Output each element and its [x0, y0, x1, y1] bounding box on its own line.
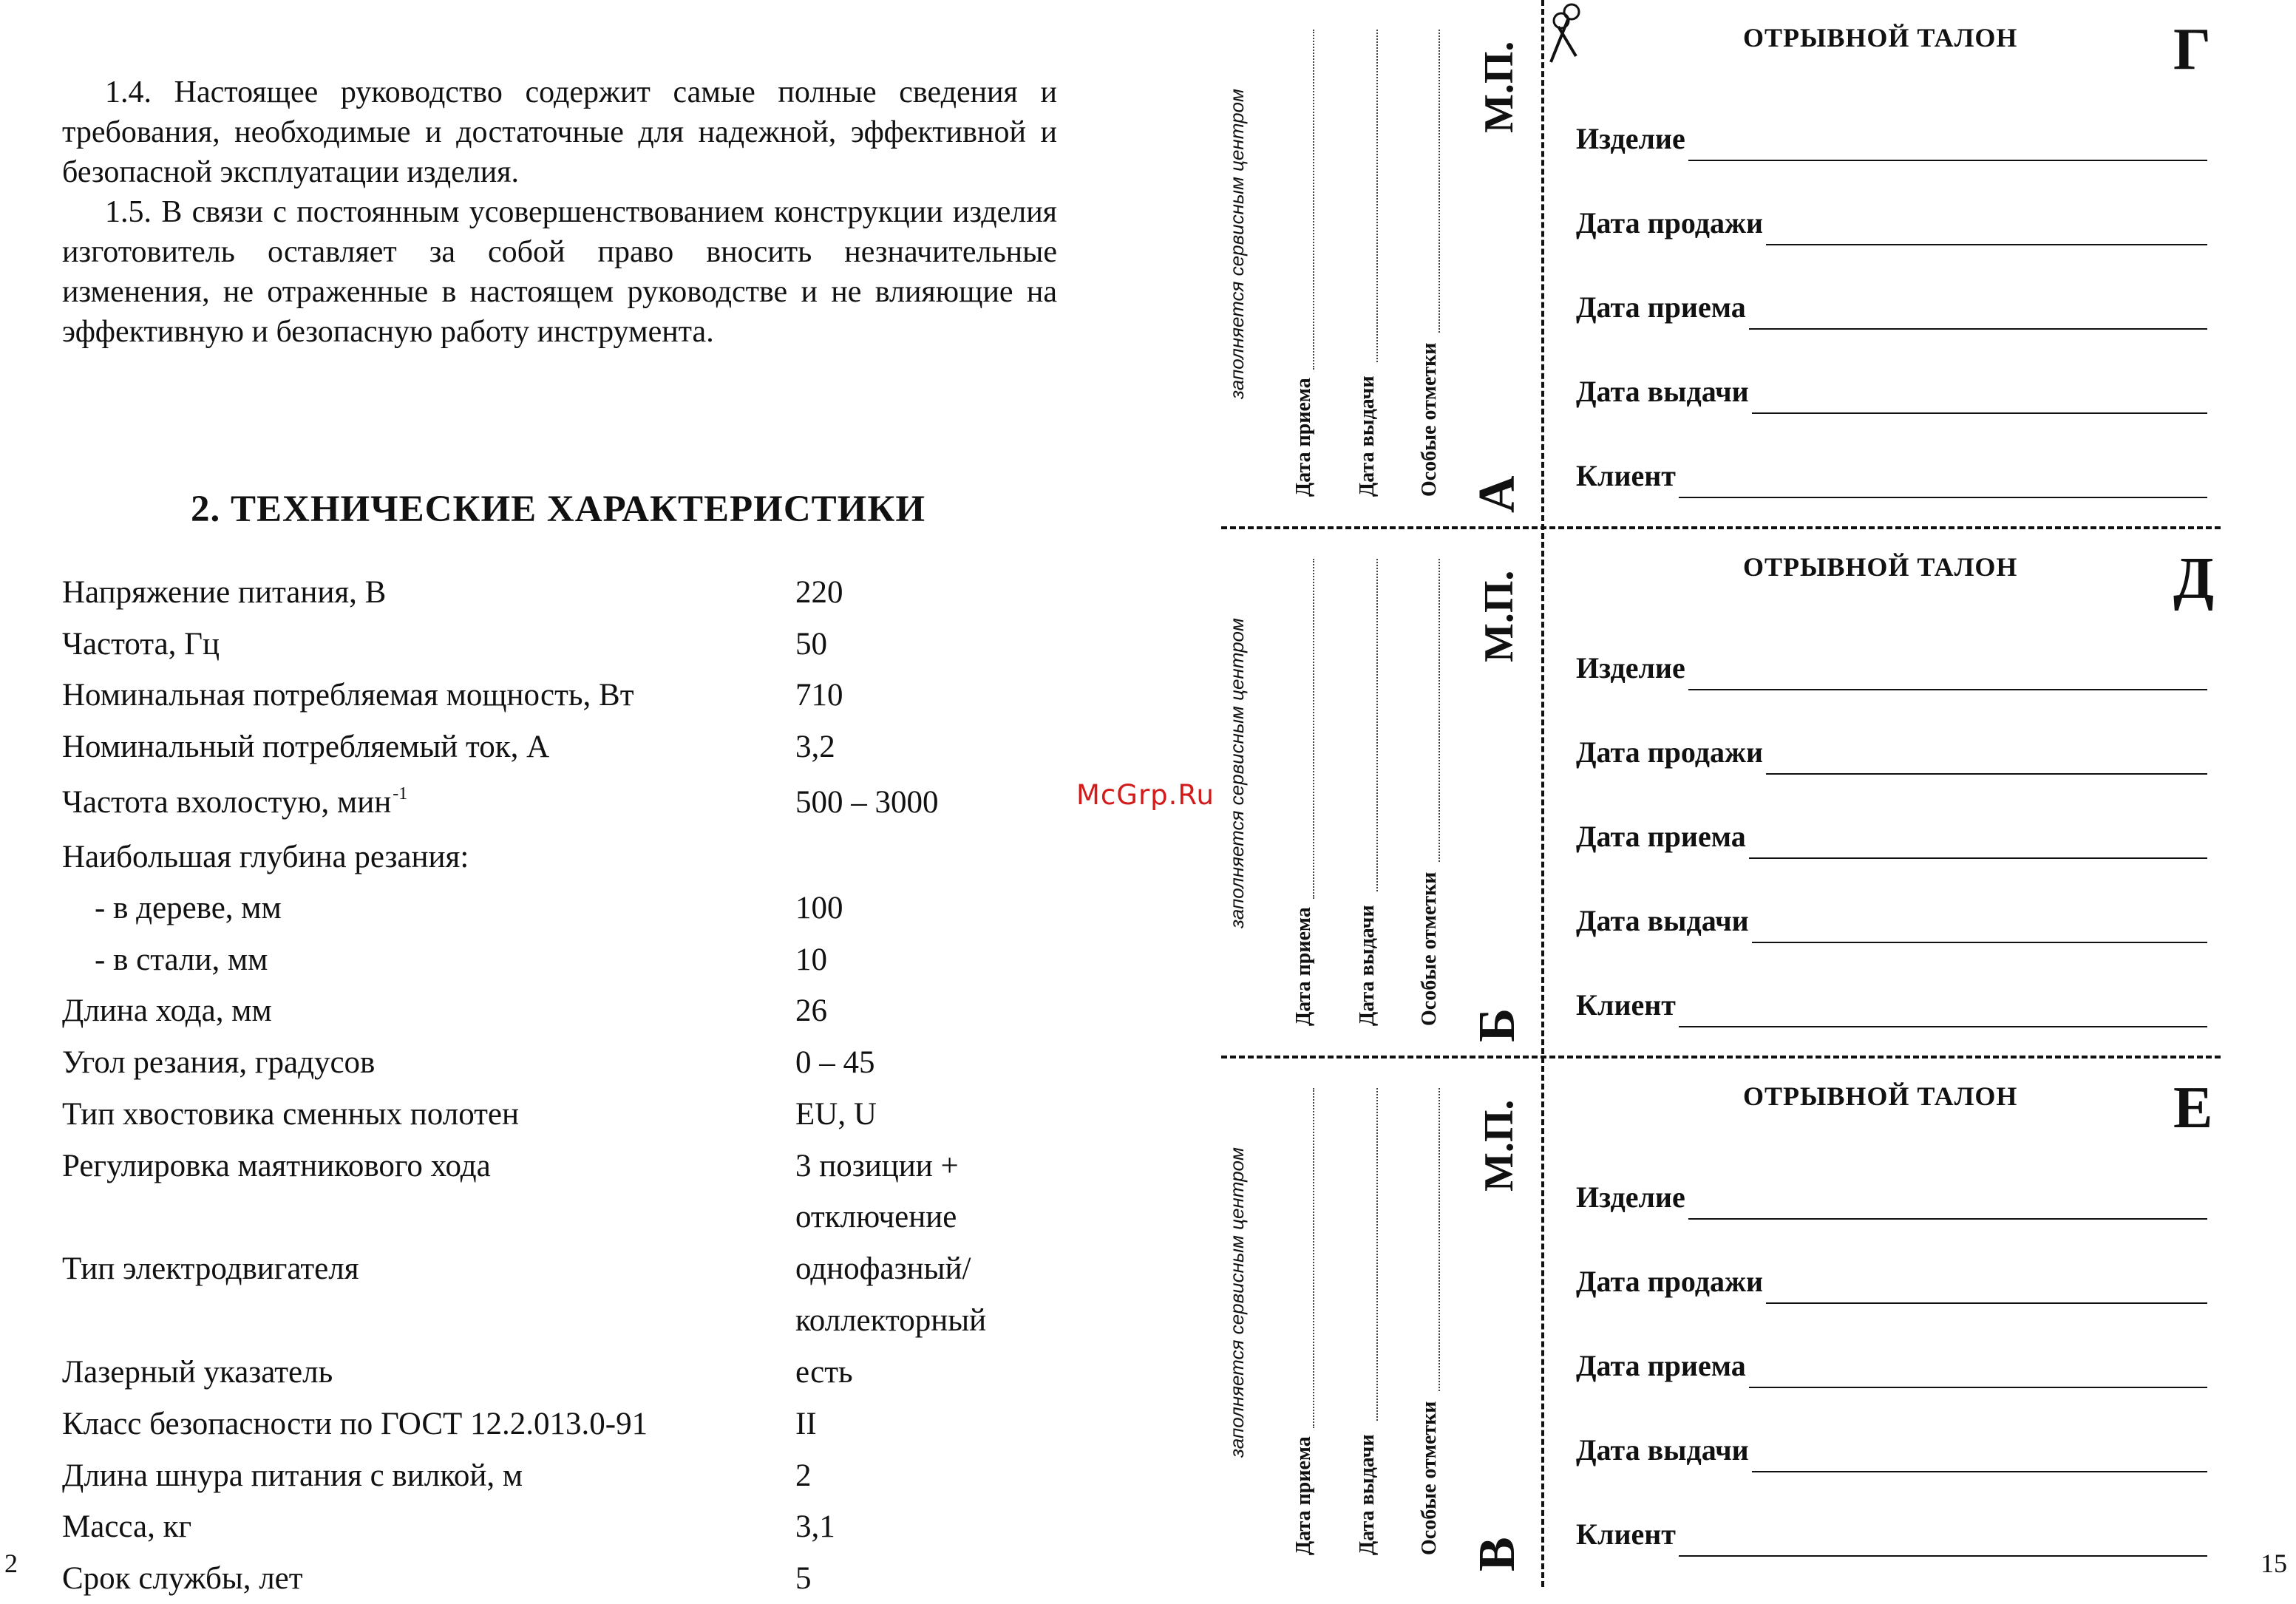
- stub-dotted-line: [1376, 1088, 1378, 1421]
- spec-label: Длина хода, мм: [62, 993, 272, 1028]
- spec-row: [62, 935, 1112, 985]
- spec-value: 710: [795, 678, 843, 713]
- spec-row: [62, 1348, 1112, 1398]
- spec-value: однофазный/: [795, 1251, 971, 1286]
- stub-date-in-label: Дата приема: [1292, 907, 1315, 1026]
- spec-value: 3,2: [795, 730, 835, 764]
- spec-row: [62, 1451, 1112, 1501]
- spec-value: 10: [795, 942, 827, 977]
- spec-row: [62, 1192, 1112, 1243]
- spec-label: Частота, Гц: [62, 627, 220, 662]
- spec-row: [62, 883, 1112, 934]
- tear-off-coupon: [1545, 1058, 2296, 1588]
- paragraph-1-4: 1.4. Настоящее руководство содержит самые полные сведения и требования, необходимые и достаточные для надежной, эффективной и безопасной эксплуатации изделия.: [62, 75, 1057, 189]
- spec-label: Длина шнура питания с вилкой, м: [62, 1458, 523, 1493]
- spec-value: отключение: [795, 1200, 957, 1234]
- coupon-field: [1576, 1348, 2207, 1393]
- coupon-field-underline: [1688, 1218, 2207, 1220]
- spec-value: EU, U: [795, 1097, 877, 1132]
- spec-row: [62, 619, 1112, 670]
- coupon-field-underline: [1679, 1026, 2207, 1027]
- coupon-field: [1576, 819, 2207, 863]
- coupon-field-label: Дата продажи: [1576, 735, 1764, 769]
- spec-row: [62, 778, 1112, 828]
- spec-label: Номинальная потребляемая мощность, Вт: [62, 678, 634, 713]
- tear-off-coupon: [1545, 0, 2296, 529]
- stub-letter: Б: [1469, 1007, 1526, 1042]
- stub-dotted-line: [1439, 1088, 1440, 1391]
- coupon-field-label: Дата выдачи: [1576, 904, 1749, 937]
- spec-label: Тип хвостовика сменных полотен: [62, 1097, 520, 1132]
- coupon-field-underline: [1679, 497, 2207, 498]
- coupon-field: [1576, 458, 2207, 503]
- tear-off-coupon: [1545, 529, 2296, 1058]
- spec-value: коллекторный: [795, 1303, 987, 1338]
- spec-row: [62, 986, 1112, 1036]
- coupon-letter: Е: [2173, 1075, 2213, 1141]
- paragraph-1-5: 1.5. В связи с постоянным усовершенствованием конструкции изделия изготовитель оставляет за собой право вносить незначительные изменения, не отраженные в настоящем руководстве и не влияющие на эффективную и безопасную работу инструмента.: [62, 195, 1057, 349]
- coupon-field-underline: [1752, 412, 2207, 414]
- coupon-field: [1576, 735, 2207, 779]
- coupon-letter: Д: [2173, 546, 2215, 611]
- spec-label: Класс безопасности по ГОСТ 12.2.013.0-91: [62, 1407, 648, 1441]
- spec-row: [62, 568, 1112, 618]
- stub-date-out-label: Дата выдачи: [1356, 1434, 1379, 1555]
- coupon-field: [1576, 121, 2207, 166]
- coupon-field-label: Дата выдачи: [1576, 375, 1749, 408]
- spec-value: 5: [795, 1561, 812, 1596]
- spec-label: Регулировка маятникового хода: [62, 1149, 491, 1183]
- coupon-field-label: Дата выдачи: [1576, 1433, 1749, 1467]
- stub-dotted-line: [1313, 30, 1314, 370]
- coupon-field-label: Дата приема: [1576, 820, 1746, 853]
- stub-date-out-label: Дата выдачи: [1356, 375, 1379, 497]
- section-title: 2. ТЕХНИЧЕСКИЕ ХАРАКТЕРИСТИКИ: [190, 489, 925, 530]
- coupon-field-underline: [1766, 1302, 2207, 1304]
- coupon-field-label: Дата приема: [1576, 290, 1746, 324]
- coupon-field-underline: [1749, 857, 2207, 859]
- spec-label: Лазерный указатель: [62, 1355, 333, 1390]
- coupon-field-underline: [1752, 1471, 2207, 1472]
- service-center-note: заполняется сервисным центром: [1226, 89, 1248, 399]
- coupon-field: [1576, 988, 2207, 1032]
- stub-dotted-line: [1439, 559, 1440, 862]
- stub-letter: А: [1469, 475, 1526, 513]
- spec-unit-exponent: -1: [393, 784, 408, 803]
- coupon-field: [1576, 1433, 2207, 1477]
- stamp-place-label: М.П.: [1476, 570, 1522, 662]
- coupon-field: [1576, 903, 2207, 948]
- service-center-note: заполняется сервисным центром: [1226, 618, 1248, 928]
- spec-value: 0 – 45: [795, 1045, 875, 1080]
- coupon-field-label: Клиент: [1576, 988, 1676, 1022]
- intro-text: [62, 72, 1057, 352]
- coupon-field-label: Изделие: [1576, 651, 1685, 684]
- coupon-field: [1576, 1517, 2207, 1561]
- spec-row: [62, 832, 1112, 883]
- spec-value: II: [795, 1407, 817, 1441]
- stub-date-out-label: Дата выдачи: [1356, 905, 1379, 1026]
- spec-row: [62, 670, 1112, 721]
- coupon-title: ОТРЫВНОЙ ТАЛОН: [1743, 23, 2018, 52]
- cut-line-vertical: [1541, 0, 1544, 1587]
- spec-value: 26: [795, 993, 827, 1028]
- coupon-title: ОТРЫВНОЙ ТАЛОН: [1743, 1081, 2018, 1111]
- spec-label: Масса, кг: [62, 1509, 192, 1544]
- coupon-field-label: Дата продажи: [1576, 206, 1764, 239]
- spec-row: [62, 1502, 1112, 1552]
- stub-dotted-line: [1313, 559, 1314, 899]
- spec-value: 50: [795, 627, 827, 662]
- spec-row: [62, 1038, 1112, 1088]
- stub-dotted-line: [1376, 30, 1378, 362]
- coupon-field-label: Изделие: [1576, 122, 1685, 155]
- coupon-stub: [1212, 1058, 1538, 1588]
- spec-value: 3,1: [795, 1509, 835, 1544]
- spec-label: - в стали, мм: [95, 942, 268, 977]
- coupon-stub: [1212, 0, 1538, 529]
- coupon-field-label: Дата продажи: [1576, 1265, 1764, 1298]
- stub-dotted-line: [1313, 1088, 1314, 1428]
- coupon-field: [1576, 205, 2207, 250]
- coupon-stub: [1212, 529, 1538, 1058]
- spec-value: 220: [795, 575, 843, 610]
- spec-row: [62, 1296, 1112, 1346]
- spec-label: Тип электродвигателя: [62, 1251, 359, 1286]
- coupon-field-label: Клиент: [1576, 459, 1676, 492]
- coupon-field-underline: [1752, 942, 2207, 943]
- spec-label: - в дереве, мм: [95, 891, 282, 925]
- spec-value: 2: [795, 1458, 812, 1493]
- stamp-place-label: М.П.: [1476, 41, 1522, 133]
- coupon-field-underline: [1679, 1555, 2207, 1557]
- coupon-field: [1576, 650, 2207, 695]
- spec-value: есть: [795, 1355, 853, 1390]
- spec-value: 500 – 3000: [795, 785, 939, 820]
- watermark: McGrp.Ru: [1076, 779, 1215, 811]
- coupon-field-underline: [1766, 244, 2207, 245]
- coupon-field-underline: [1749, 1387, 2207, 1388]
- stub-notes-label: Особые отметки: [1418, 342, 1441, 497]
- spec-label: Наибольшая глубина резания:: [62, 840, 469, 874]
- coupon-field-label: Клиент: [1576, 1518, 1676, 1551]
- spec-value: 3 позиции +: [795, 1149, 959, 1183]
- spec-label: Напряжение питания, В: [62, 575, 387, 610]
- spec-row: [62, 1090, 1112, 1140]
- coupon-field: [1576, 1264, 2207, 1308]
- page-number-right: 15: [2261, 1549, 2287, 1578]
- spec-label-wrap: [62, 778, 407, 832]
- spec-row: [62, 1399, 1112, 1450]
- coupon-letter: Г: [2173, 17, 2211, 82]
- spec-label: Номинальный потребляемый ток, А: [62, 730, 550, 764]
- service-center-note: заполняется сервисным центром: [1226, 1147, 1248, 1458]
- stub-dotted-line: [1439, 30, 1440, 333]
- coupon-field-underline: [1766, 773, 2207, 775]
- stub-letter: В: [1469, 1537, 1526, 1571]
- stub-notes-label: Особые отметки: [1418, 1401, 1441, 1555]
- spec-label: Частота вхолостую, мин: [62, 785, 392, 820]
- stub-dotted-line: [1376, 559, 1378, 891]
- spec-row: [62, 722, 1112, 772]
- coupon-field: [1576, 374, 2207, 418]
- coupon-field: [1576, 1180, 2207, 1224]
- page-number-left: 2: [4, 1549, 18, 1578]
- coupon-field-label: Изделие: [1576, 1180, 1685, 1214]
- stub-notes-label: Особые отметки: [1418, 871, 1441, 1026]
- spec-value: 100: [795, 891, 843, 925]
- stamp-place-label: М.П.: [1476, 1099, 1522, 1192]
- coupon-field-underline: [1749, 328, 2207, 330]
- coupon-title: ОТРЫВНОЙ ТАЛОН: [1743, 552, 2018, 582]
- stub-date-in-label: Дата приема: [1292, 378, 1315, 497]
- spec-row: [62, 1141, 1112, 1192]
- coupon-field: [1576, 290, 2207, 334]
- spec-row: [62, 1554, 1112, 1604]
- coupon-field-underline: [1688, 160, 2207, 161]
- coupon-field-underline: [1688, 689, 2207, 690]
- coupon-field-label: Дата приема: [1576, 1349, 1746, 1382]
- stub-date-in-label: Дата приема: [1292, 1436, 1315, 1555]
- spec-label: Срок службы, лет: [62, 1561, 303, 1596]
- spec-label: Угол резания, градусов: [62, 1045, 376, 1080]
- spec-row: [62, 1244, 1112, 1294]
